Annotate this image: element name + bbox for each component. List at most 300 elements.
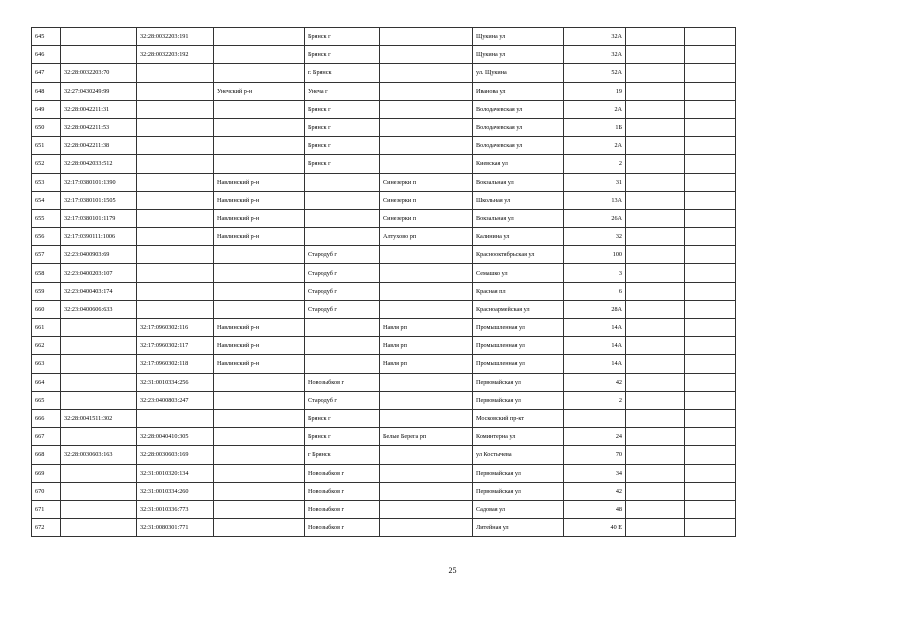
extra-cell-2 — [685, 446, 736, 464]
city-cell: Стародуб г — [305, 282, 380, 300]
parent-cadastral-number-cell — [137, 228, 214, 246]
settlement-cell — [380, 137, 473, 155]
house-number-cell: 48 — [564, 500, 626, 518]
house-number-cell: 31 — [564, 173, 626, 191]
row-number-cell: 661 — [32, 319, 61, 337]
extra-cell-1 — [626, 300, 685, 318]
row-number-cell: 672 — [32, 519, 61, 537]
city-cell: Стародуб г — [305, 300, 380, 318]
extra-cell-1 — [626, 46, 685, 64]
parent-cadastral-number-cell: 32:31:0080301:771 — [137, 519, 214, 537]
city-cell: Стародуб г — [305, 391, 380, 409]
extra-cell-2 — [685, 482, 736, 500]
row-number-cell: 654 — [32, 191, 61, 209]
settlement-cell: Синезерки п — [380, 209, 473, 227]
extra-cell-1 — [626, 355, 685, 373]
street-cell: Московский пр-кт — [473, 409, 564, 427]
table-row — [32, 464, 736, 482]
cadastral-number-cell — [61, 373, 137, 391]
extra-cell-2 — [685, 409, 736, 427]
table-body — [32, 28, 736, 537]
settlement-cell: Навля рп — [380, 319, 473, 337]
district-cell — [214, 282, 305, 300]
extra-cell-1 — [626, 118, 685, 136]
house-number-cell: 34 — [564, 464, 626, 482]
district-cell — [214, 300, 305, 318]
cadastral-number-cell — [61, 337, 137, 355]
house-number-cell: 42 — [564, 373, 626, 391]
extra-cell-1 — [626, 282, 685, 300]
settlement-cell — [380, 482, 473, 500]
settlement-cell: Синезерки п — [380, 191, 473, 209]
district-cell — [214, 519, 305, 537]
extra-cell-1 — [626, 337, 685, 355]
parent-cadastral-number-cell: 32:17:0960302:117 — [137, 337, 214, 355]
street-cell: Первомайская ул — [473, 373, 564, 391]
settlement-cell — [380, 264, 473, 282]
extra-cell-1 — [626, 82, 685, 100]
row-number-cell: 645 — [32, 28, 61, 46]
city-cell: Брянск г — [305, 100, 380, 118]
house-number-cell: 32А — [564, 46, 626, 64]
extra-cell-2 — [685, 428, 736, 446]
table-row — [32, 282, 736, 300]
cadastral-number-cell — [61, 464, 137, 482]
house-number-cell: 40 Е — [564, 519, 626, 537]
house-number-cell: 32 — [564, 228, 626, 246]
table-row — [32, 209, 736, 227]
extra-cell-1 — [626, 155, 685, 173]
row-number-cell: 650 — [32, 118, 61, 136]
cadastral-number-cell — [61, 28, 137, 46]
street-cell: Вокзальная ул — [473, 209, 564, 227]
extra-cell-1 — [626, 64, 685, 82]
table-row — [32, 337, 736, 355]
city-cell: Новозыбков г — [305, 464, 380, 482]
street-cell: ул Костычева — [473, 446, 564, 464]
parent-cadastral-number-cell — [137, 300, 214, 318]
extra-cell-2 — [685, 28, 736, 46]
city-cell: Новозыбков г — [305, 519, 380, 537]
district-cell — [214, 246, 305, 264]
street-cell: Вокзальная ул — [473, 173, 564, 191]
city-cell: Брянск г — [305, 28, 380, 46]
parent-cadastral-number-cell — [137, 173, 214, 191]
street-cell: Семашко ул — [473, 264, 564, 282]
house-number-cell: 2 — [564, 155, 626, 173]
row-number-cell: 667 — [32, 428, 61, 446]
cadastral-number-cell — [61, 391, 137, 409]
district-cell — [214, 155, 305, 173]
district-cell: Навлинский р-н — [214, 319, 305, 337]
district-cell — [214, 482, 305, 500]
district-cell — [214, 118, 305, 136]
district-cell — [214, 464, 305, 482]
cadastral-number-cell: 32:17:0390111:1006 — [61, 228, 137, 246]
settlement-cell — [380, 155, 473, 173]
city-cell: Брянск г — [305, 118, 380, 136]
row-number-cell: 666 — [32, 409, 61, 427]
district-cell: Навлинский р-н — [214, 173, 305, 191]
cadastral-number-cell: 32:28:0042033:512 — [61, 155, 137, 173]
row-number-cell: 651 — [32, 137, 61, 155]
table-row — [32, 82, 736, 100]
street-cell: Калинина ул — [473, 228, 564, 246]
district-cell — [214, 28, 305, 46]
cadastral-number-cell: 32:23:0400606:633 — [61, 300, 137, 318]
row-number-cell: 670 — [32, 482, 61, 500]
house-number-cell: 2 — [564, 391, 626, 409]
street-cell: Первомайская ул — [473, 391, 564, 409]
street-cell: Промышленная ул — [473, 337, 564, 355]
row-number-cell: 649 — [32, 100, 61, 118]
table-row — [32, 28, 736, 46]
extra-cell-2 — [685, 337, 736, 355]
row-number-cell: 646 — [32, 46, 61, 64]
parent-cadastral-number-cell — [137, 118, 214, 136]
row-number-cell: 663 — [32, 355, 61, 373]
house-number-cell: 2А — [564, 137, 626, 155]
row-number-cell: 664 — [32, 373, 61, 391]
parent-cadastral-number-cell — [137, 209, 214, 227]
street-cell: Иванова ул — [473, 82, 564, 100]
extra-cell-1 — [626, 464, 685, 482]
parent-cadastral-number-cell: 32:28:0030603:169 — [137, 446, 214, 464]
extra-cell-2 — [685, 319, 736, 337]
table-row — [32, 228, 736, 246]
row-number-cell: 665 — [32, 391, 61, 409]
settlement-cell — [380, 246, 473, 264]
row-number-cell: 656 — [32, 228, 61, 246]
table-row — [32, 173, 736, 191]
extra-cell-1 — [626, 319, 685, 337]
parent-cadastral-number-cell — [137, 137, 214, 155]
cadastral-number-cell — [61, 500, 137, 518]
parent-cadastral-number-cell: 32:17:0960302:116 — [137, 319, 214, 337]
row-number-cell: 658 — [32, 264, 61, 282]
city-cell: Брянск г — [305, 428, 380, 446]
cadastral-number-cell: 32:28:0041511:302 — [61, 409, 137, 427]
table-row — [32, 46, 736, 64]
street-cell: Володачевская ул — [473, 118, 564, 136]
table-row — [32, 446, 736, 464]
street-cell: Киевская ул — [473, 155, 564, 173]
city-cell: г Брянск — [305, 446, 380, 464]
settlement-cell — [380, 118, 473, 136]
row-number-cell: 660 — [32, 300, 61, 318]
row-number-cell: 669 — [32, 464, 61, 482]
extra-cell-2 — [685, 100, 736, 118]
table-row — [32, 500, 736, 518]
extra-cell-2 — [685, 209, 736, 227]
city-cell — [305, 173, 380, 191]
table-row — [32, 319, 736, 337]
district-cell — [214, 137, 305, 155]
parent-cadastral-number-cell — [137, 409, 214, 427]
table-row — [32, 373, 736, 391]
house-number-cell: 28А — [564, 300, 626, 318]
settlement-cell — [380, 373, 473, 391]
table-row — [32, 355, 736, 373]
row-number-cell: 662 — [32, 337, 61, 355]
cadastral-number-cell: 32:28:0042211:53 — [61, 118, 137, 136]
house-number-cell: 42 — [564, 482, 626, 500]
district-cell: Унечский р-н — [214, 82, 305, 100]
settlement-cell — [380, 64, 473, 82]
extra-cell-2 — [685, 155, 736, 173]
settlement-cell — [380, 300, 473, 318]
parent-cadastral-number-cell: 32:28:0032203:191 — [137, 28, 214, 46]
cadastral-number-cell: 32:27:0430249:99 — [61, 82, 137, 100]
cadastral-number-cell: 32:28:0042211:31 — [61, 100, 137, 118]
house-number-cell: 52А — [564, 64, 626, 82]
table-row — [32, 391, 736, 409]
city-cell: Стародуб г — [305, 246, 380, 264]
extra-cell-2 — [685, 246, 736, 264]
cadastral-number-cell — [61, 482, 137, 500]
extra-cell-2 — [685, 173, 736, 191]
house-number-cell: 6 — [564, 282, 626, 300]
table-row — [32, 118, 736, 136]
row-number-cell: 648 — [32, 82, 61, 100]
house-number-cell: 100 — [564, 246, 626, 264]
cadastral-number-cell: 32:17:0380101:1179 — [61, 209, 137, 227]
extra-cell-2 — [685, 464, 736, 482]
city-cell: Новозыбков г — [305, 373, 380, 391]
settlement-cell: Навля рп — [380, 337, 473, 355]
settlement-cell: Белые Берега рп — [380, 428, 473, 446]
parent-cadastral-number-cell — [137, 282, 214, 300]
parent-cadastral-number-cell: 32:28:0040410:305 — [137, 428, 214, 446]
extra-cell-1 — [626, 191, 685, 209]
settlement-cell — [380, 464, 473, 482]
parent-cadastral-number-cell: 32:28:0032203:192 — [137, 46, 214, 64]
property-table — [31, 27, 736, 537]
table-row — [32, 155, 736, 173]
row-number-cell: 653 — [32, 173, 61, 191]
district-cell: Навлинский р-н — [214, 191, 305, 209]
street-cell: Коминтерна ул — [473, 428, 564, 446]
city-cell: Новозыбков г — [305, 500, 380, 518]
street-cell: Щукина ул — [473, 28, 564, 46]
parent-cadastral-number-cell — [137, 64, 214, 82]
house-number-cell: 32А — [564, 28, 626, 46]
district-cell — [214, 46, 305, 64]
district-cell — [214, 264, 305, 282]
extra-cell-1 — [626, 428, 685, 446]
settlement-cell — [380, 519, 473, 537]
street-cell: Первомайская ул — [473, 464, 564, 482]
table-row — [32, 100, 736, 118]
parent-cadastral-number-cell — [137, 82, 214, 100]
settlement-cell — [380, 409, 473, 427]
settlement-cell — [380, 46, 473, 64]
cadastral-number-cell — [61, 355, 137, 373]
city-cell — [305, 191, 380, 209]
city-cell — [305, 228, 380, 246]
city-cell: Брянск г — [305, 137, 380, 155]
parent-cadastral-number-cell — [137, 100, 214, 118]
street-cell: Володачевская ул — [473, 100, 564, 118]
house-number-cell: 13А — [564, 191, 626, 209]
district-cell: Навлинский р-н — [214, 337, 305, 355]
extra-cell-1 — [626, 373, 685, 391]
district-cell — [214, 500, 305, 518]
extra-cell-1 — [626, 100, 685, 118]
extra-cell-2 — [685, 82, 736, 100]
district-cell — [214, 428, 305, 446]
extra-cell-2 — [685, 373, 736, 391]
city-cell — [305, 319, 380, 337]
street-cell: ул. Щукина — [473, 64, 564, 82]
row-number-cell: 652 — [32, 155, 61, 173]
parent-cadastral-number-cell: 32:31:0010336:773 — [137, 500, 214, 518]
parent-cadastral-number-cell — [137, 191, 214, 209]
extra-cell-1 — [626, 137, 685, 155]
house-number-cell: 1Б — [564, 118, 626, 136]
city-cell: Брянск г — [305, 46, 380, 64]
street-cell: Промышленная ул — [473, 319, 564, 337]
table-row — [32, 264, 736, 282]
table-row — [32, 482, 736, 500]
street-cell: Литейная ул — [473, 519, 564, 537]
cadastral-number-cell: 32:28:0032203:70 — [61, 64, 137, 82]
city-cell: Брянск г — [305, 155, 380, 173]
city-cell: Унеча г — [305, 82, 380, 100]
settlement-cell: Навля рп — [380, 355, 473, 373]
house-number-cell: 2А — [564, 100, 626, 118]
cadastral-number-cell: 32:23:0400903:69 — [61, 246, 137, 264]
city-cell: г. Брянск — [305, 64, 380, 82]
district-cell — [214, 391, 305, 409]
table-row — [32, 64, 736, 82]
street-cell: Щукина ул — [473, 46, 564, 64]
street-cell: Школьная ул — [473, 191, 564, 209]
street-cell: Первомайская ул — [473, 482, 564, 500]
parent-cadastral-number-cell: 32:31:0010320:134 — [137, 464, 214, 482]
house-number-cell: 70 — [564, 446, 626, 464]
extra-cell-1 — [626, 264, 685, 282]
settlement-cell — [380, 282, 473, 300]
extra-cell-2 — [685, 64, 736, 82]
cadastral-number-cell: 32:17:0380101:1505 — [61, 191, 137, 209]
city-cell — [305, 337, 380, 355]
street-cell: Красноармейская ул — [473, 300, 564, 318]
extra-cell-2 — [685, 391, 736, 409]
extra-cell-1 — [626, 391, 685, 409]
extra-cell-1 — [626, 409, 685, 427]
table-row — [32, 137, 736, 155]
city-cell — [305, 209, 380, 227]
extra-cell-2 — [685, 264, 736, 282]
house-number-cell: 14А — [564, 319, 626, 337]
table-row — [32, 409, 736, 427]
table-row — [32, 428, 736, 446]
extra-cell-1 — [626, 209, 685, 227]
house-number-cell — [564, 409, 626, 427]
extra-cell-2 — [685, 46, 736, 64]
row-number-cell: 659 — [32, 282, 61, 300]
cadastral-number-cell: 32:23:0400403:174 — [61, 282, 137, 300]
extra-cell-2 — [685, 500, 736, 518]
settlement-cell — [380, 100, 473, 118]
extra-cell-1 — [626, 500, 685, 518]
table-row — [32, 300, 736, 318]
table-row — [32, 246, 736, 264]
row-number-cell: 657 — [32, 246, 61, 264]
parent-cadastral-number-cell: 32:17:0960302:118 — [137, 355, 214, 373]
extra-cell-2 — [685, 519, 736, 537]
cadastral-number-cell — [61, 319, 137, 337]
extra-cell-1 — [626, 482, 685, 500]
city-cell: Брянск г — [305, 409, 380, 427]
cadastral-number-cell: 32:23:0400203:107 — [61, 264, 137, 282]
district-cell: Навлинский р-н — [214, 355, 305, 373]
extra-cell-2 — [685, 191, 736, 209]
house-number-cell: 14А — [564, 355, 626, 373]
street-cell: Красная пл — [473, 282, 564, 300]
row-number-cell: 668 — [32, 446, 61, 464]
city-cell: Стародуб г — [305, 264, 380, 282]
row-number-cell: 671 — [32, 500, 61, 518]
cadastral-number-cell — [61, 428, 137, 446]
row-number-cell: 647 — [32, 64, 61, 82]
parent-cadastral-number-cell — [137, 246, 214, 264]
extra-cell-2 — [685, 137, 736, 155]
street-cell: Садовая ул — [473, 500, 564, 518]
extra-cell-2 — [685, 355, 736, 373]
row-number-cell: 655 — [32, 209, 61, 227]
district-cell: Навлинский р-н — [214, 228, 305, 246]
extra-cell-1 — [626, 28, 685, 46]
parent-cadastral-number-cell — [137, 155, 214, 173]
settlement-cell — [380, 28, 473, 46]
district-cell — [214, 100, 305, 118]
settlement-cell — [380, 391, 473, 409]
city-cell — [305, 355, 380, 373]
house-number-cell: 19 — [564, 82, 626, 100]
extra-cell-2 — [685, 282, 736, 300]
street-cell: Володачевская ул — [473, 137, 564, 155]
table-row — [32, 519, 736, 537]
city-cell: Новозыбков г — [305, 482, 380, 500]
parent-cadastral-number-cell: 32:31:0010334:256 — [137, 373, 214, 391]
extra-cell-1 — [626, 246, 685, 264]
extra-cell-1 — [626, 519, 685, 537]
street-cell: Краснооктябрьская ул — [473, 246, 564, 264]
cadastral-number-cell — [61, 519, 137, 537]
extra-cell-1 — [626, 173, 685, 191]
district-cell: Навлинский р-н — [214, 209, 305, 227]
house-number-cell: 14А — [564, 337, 626, 355]
settlement-cell: Алтухово рп — [380, 228, 473, 246]
parent-cadastral-number-cell: 32:23:0400803:247 — [137, 391, 214, 409]
cadastral-number-cell: 32:17:0380101:1390 — [61, 173, 137, 191]
parent-cadastral-number-cell: 32:31:0010334:260 — [137, 482, 214, 500]
settlement-cell: Синезерки п — [380, 173, 473, 191]
extra-cell-2 — [685, 228, 736, 246]
district-cell — [214, 373, 305, 391]
parent-cadastral-number-cell — [137, 264, 214, 282]
extra-cell-1 — [626, 228, 685, 246]
district-cell — [214, 446, 305, 464]
street-cell: Промышленная ул — [473, 355, 564, 373]
table-row — [32, 191, 736, 209]
extra-cell-2 — [685, 118, 736, 136]
house-number-cell: 3 — [564, 264, 626, 282]
district-cell — [214, 409, 305, 427]
settlement-cell — [380, 500, 473, 518]
